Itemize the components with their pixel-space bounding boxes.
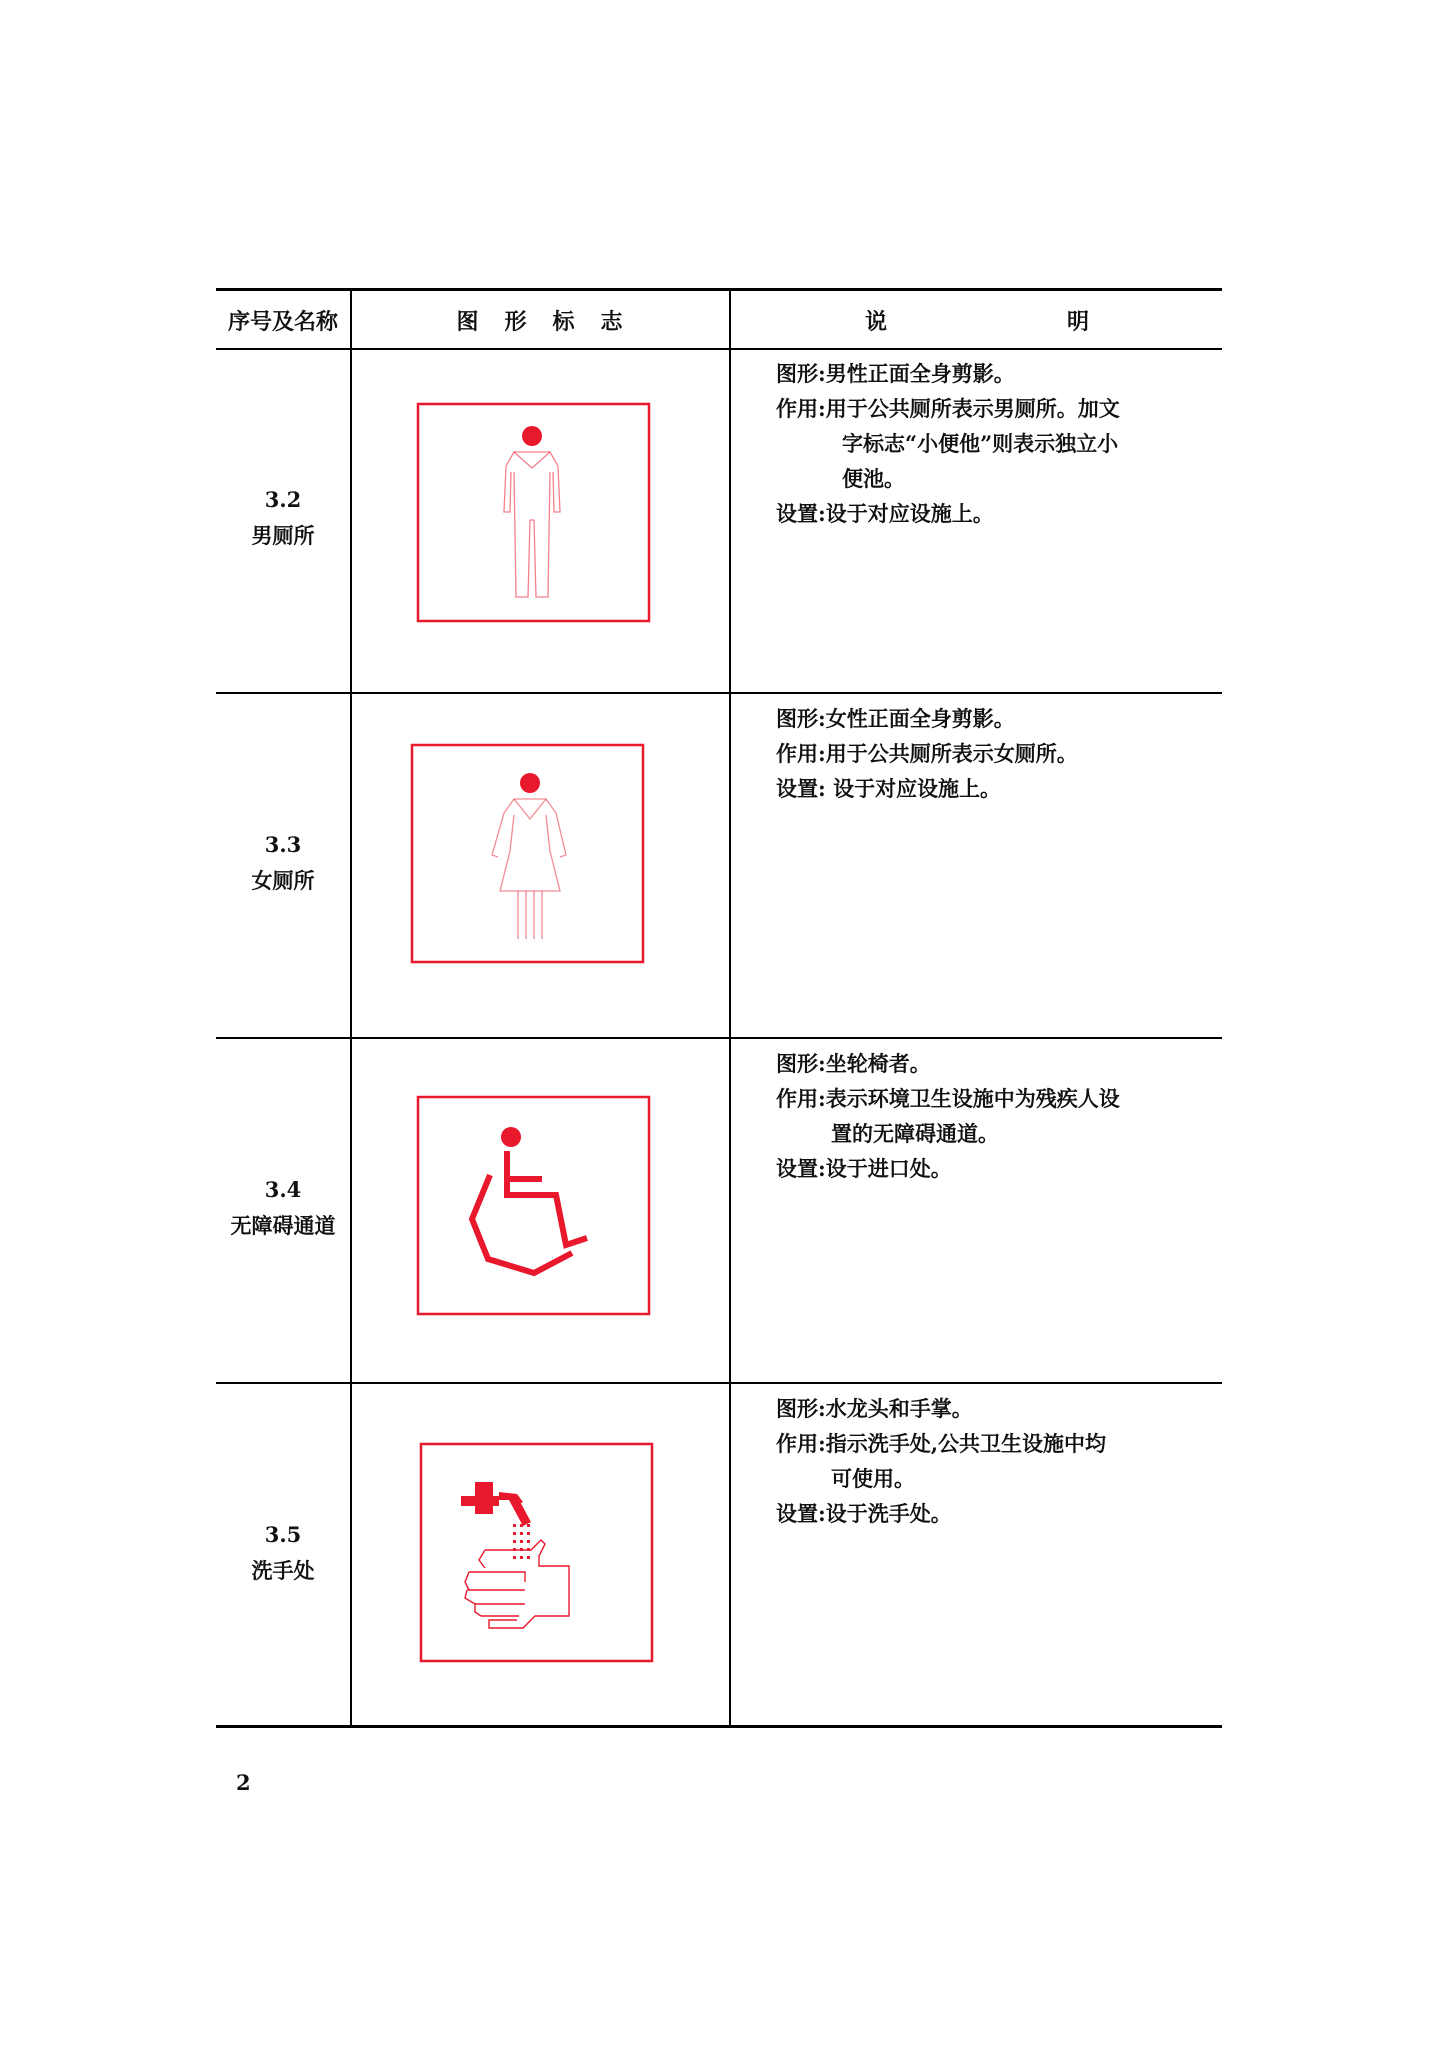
row-divider [216, 1382, 1222, 1384]
row-name-cell [216, 1178, 350, 1238]
male-figure-icon [416, 402, 652, 623]
row-name: 男厕所 [251, 523, 315, 548]
row-number: 3.3 [264, 832, 302, 857]
header-col-sign: 图 形 标 志 [456, 308, 625, 335]
desc-line: 作用:表示环境卫生设施中为残疾人设 [776, 1086, 1120, 1111]
row-description [776, 1391, 1216, 1531]
header-col-desc [731, 290, 1222, 350]
row-description [776, 701, 1216, 806]
row-description [776, 1046, 1216, 1186]
desc-line: 作用:指示洗手处,公共卫生设施中均 [776, 1431, 1107, 1456]
desc-line: 图形:坐轮椅者。 [776, 1051, 931, 1076]
table-bottom-rule [216, 1725, 1222, 1728]
desc-line: 设置:设于对应设施上。 [776, 501, 994, 526]
row-name: 洗手处 [251, 1558, 315, 1583]
desc-line: 设置:设于洗手处。 [776, 1501, 952, 1526]
header-col-name: 序号及名称 [227, 308, 338, 335]
desc-line: 设置:设于进口处。 [776, 1156, 952, 1181]
female-figure-icon [410, 743, 646, 964]
row-number: 3.5 [264, 1522, 302, 1547]
row-description [776, 356, 1216, 531]
desc-line: 图形:男性正面全身剪影。 [776, 361, 1015, 386]
desc-line: 可使用。 [831, 1466, 915, 1491]
row-divider [216, 692, 1222, 694]
row-name-cell [216, 833, 350, 893]
desc-line: 设置: 设于对应设施上。 [776, 776, 1002, 801]
desc-line: 图形:女性正面全身剪影。 [776, 706, 1015, 731]
desc-line: 便池。 [842, 466, 905, 491]
row-name: 无障碍通道 [230, 1213, 336, 1238]
page-number: 2 [236, 1770, 251, 1795]
header-desc-char-1: 说 [865, 308, 888, 335]
row-number: 3.2 [264, 487, 302, 512]
row-divider [216, 1037, 1222, 1039]
desc-line: 置的无障碍通道。 [831, 1121, 999, 1146]
faucet-hand-icon [419, 1442, 655, 1663]
desc-line: 图形:水龙头和手掌。 [776, 1396, 973, 1421]
header-desc-char-2: 明 [1067, 308, 1090, 335]
wheelchair-icon [416, 1095, 652, 1316]
row-number: 3.4 [264, 1177, 302, 1202]
desc-line: 作用:用于公共厕所表示女厕所。 [776, 741, 1078, 766]
desc-line: 作用:用于公共厕所表示男厕所。加文 [776, 396, 1120, 421]
row-name-cell [216, 488, 350, 548]
row-name-cell [216, 1523, 350, 1583]
desc-line: 字标志“小便他”则表示独立小 [842, 431, 1119, 456]
column-divider [350, 290, 352, 1726]
row-name: 女厕所 [251, 868, 315, 893]
column-divider [729, 290, 731, 1726]
